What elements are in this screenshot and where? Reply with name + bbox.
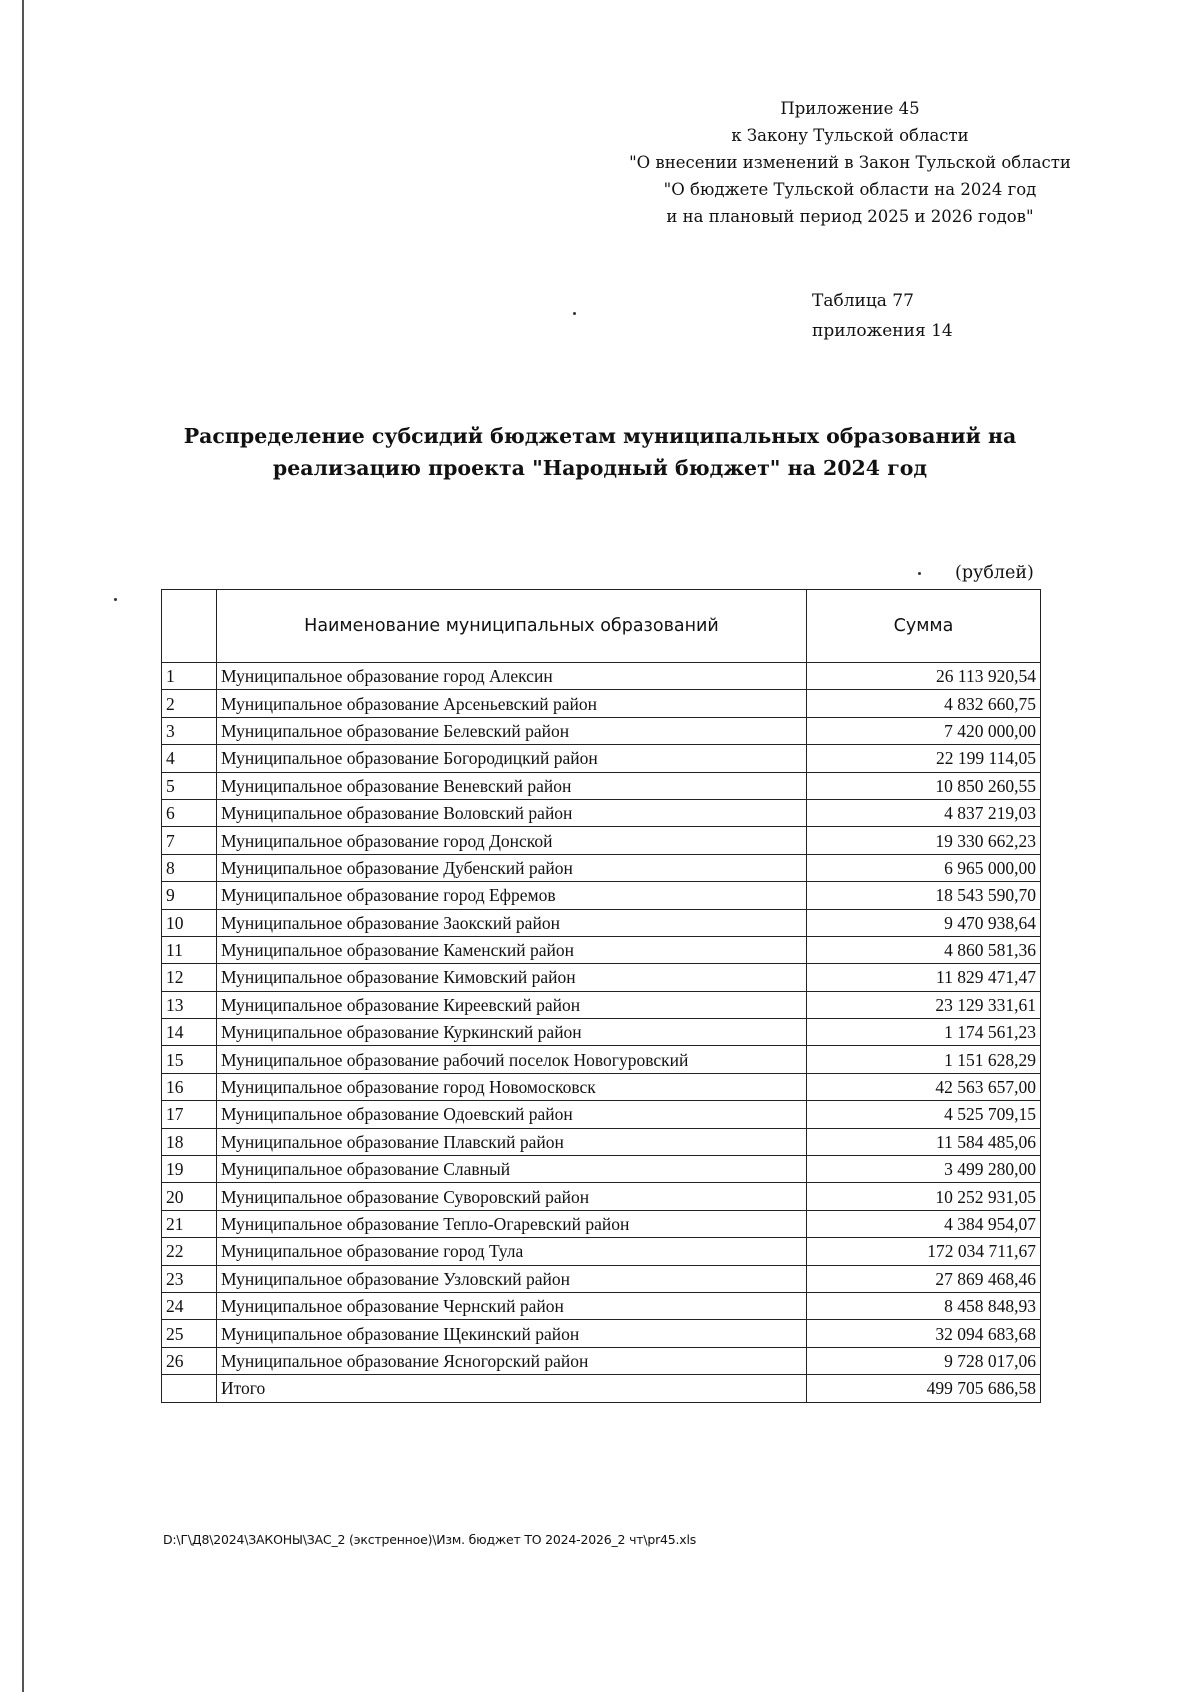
column-header-sum: Сумма — [807, 590, 1041, 663]
row-name: Муниципальное образование Чернский район — [217, 1292, 807, 1319]
row-sum: 1 151 628,29 — [807, 1046, 1041, 1073]
row-sum: 23 129 331,61 — [807, 991, 1041, 1018]
row-number: 24 — [162, 1292, 217, 1319]
row-name: Муниципальное образование Щекинский район — [217, 1320, 807, 1347]
row-name: Муниципальное образование город Ефремов — [217, 882, 807, 909]
row-name: Муниципальное образование рабочий поселок Новогуровский — [217, 1046, 807, 1073]
header-line: к Закону Тульской области — [731, 126, 969, 145]
table-body — [162, 663, 1041, 1403]
table-row — [162, 854, 1041, 881]
document-title — [150, 420, 1050, 484]
row-name: Муниципальное образование Кимовский район — [217, 964, 807, 991]
header-line: "О внесении изменений в Закон Тульской области — [629, 153, 1071, 172]
row-name: Муниципальное образование Веневский район — [217, 772, 807, 799]
row-sum: 18 543 590,70 — [807, 882, 1041, 909]
row-number: 14 — [162, 1019, 217, 1046]
header-line: Приложение 45 — [780, 99, 920, 118]
row-sum: 11 829 471,47 — [807, 964, 1041, 991]
table-row — [162, 909, 1041, 936]
table-row — [162, 745, 1041, 772]
row-number: 5 — [162, 772, 217, 799]
table-row — [162, 1238, 1041, 1265]
column-header-number — [162, 590, 217, 663]
row-name: Муниципальное образование Заокский район — [217, 909, 807, 936]
table-header-row — [162, 590, 1041, 663]
column-header-name: Наименование муниципальных образований — [217, 590, 807, 663]
row-sum: 32 094 683,68 — [807, 1320, 1041, 1347]
row-name: Муниципальное образование Киреевский район — [217, 991, 807, 1018]
table-ref-line: приложения 14 — [812, 321, 953, 341]
row-sum: 8 458 848,93 — [807, 1292, 1041, 1319]
page-margin-line — [22, 0, 24, 1692]
subsidy-table — [161, 589, 1041, 1403]
table-ref-line: Таблица 77 — [812, 291, 914, 311]
title-line: реализацию проекта "Народный бюджет" на 2024 год — [272, 456, 928, 480]
row-sum: 42 563 657,00 — [807, 1073, 1041, 1100]
row-sum: 22 199 114,05 — [807, 745, 1041, 772]
table-row — [162, 882, 1041, 909]
row-sum: 6 965 000,00 — [807, 854, 1041, 881]
row-number: 15 — [162, 1046, 217, 1073]
row-number: 23 — [162, 1265, 217, 1292]
table-row — [162, 936, 1041, 963]
row-number: 17 — [162, 1101, 217, 1128]
table-row — [162, 1046, 1041, 1073]
row-name: Муниципальное образование город Донской — [217, 827, 807, 854]
row-sum: 9 728 017,06 — [807, 1347, 1041, 1374]
header-line: "О бюджете Тульской области на 2024 год — [663, 180, 1037, 199]
table-row — [162, 1292, 1041, 1319]
total-name: Итого — [217, 1375, 807, 1402]
row-name: Муниципальное образование Славный — [217, 1156, 807, 1183]
row-number: 16 — [162, 1073, 217, 1100]
row-sum: 4 837 219,03 — [807, 799, 1041, 826]
title-line: Распределение субсидий бюджетам муниципальных образований на — [183, 424, 1017, 448]
table-row — [162, 1128, 1041, 1155]
row-number: 9 — [162, 882, 217, 909]
row-number: 18 — [162, 1128, 217, 1155]
scan-speck — [918, 572, 921, 575]
table-row — [162, 1073, 1041, 1100]
row-name: Муниципальное образование Воловский район — [217, 799, 807, 826]
table-row — [162, 827, 1041, 854]
table-row — [162, 799, 1041, 826]
table-row — [162, 1183, 1041, 1210]
row-number: 2 — [162, 690, 217, 717]
table-row — [162, 690, 1041, 717]
table-total-row — [162, 1375, 1041, 1402]
row-name: Муниципальное образование город Алексин — [217, 663, 807, 690]
units-label: (рублей) — [955, 563, 1034, 583]
row-sum: 4 384 954,07 — [807, 1210, 1041, 1237]
row-sum: 27 869 468,46 — [807, 1265, 1041, 1292]
table-row — [162, 1019, 1041, 1046]
row-number: 1 — [162, 663, 217, 690]
row-number: 3 — [162, 717, 217, 744]
scan-speck — [114, 598, 117, 601]
row-name: Муниципальное образование Одоевский район — [217, 1101, 807, 1128]
row-number: 19 — [162, 1156, 217, 1183]
row-name: Муниципальное образование Плавский район — [217, 1128, 807, 1155]
table-row — [162, 964, 1041, 991]
row-name: Муниципальное образование Богородицкий район — [217, 745, 807, 772]
row-name: Муниципальное образование Узловский район — [217, 1265, 807, 1292]
table-row — [162, 991, 1041, 1018]
header-line: и на плановый период 2025 и 2026 годов" — [666, 207, 1034, 226]
row-sum: 172 034 711,67 — [807, 1238, 1041, 1265]
row-name: Муниципальное образование Тепло-Огаревский район — [217, 1210, 807, 1237]
table-row — [162, 1320, 1041, 1347]
row-number: 21 — [162, 1210, 217, 1237]
row-name: Муниципальное образование город Новомосковск — [217, 1073, 807, 1100]
appendix-header — [600, 95, 1100, 230]
row-number: 12 — [162, 964, 217, 991]
table-row — [162, 663, 1041, 690]
table-reference — [812, 286, 953, 346]
table-row — [162, 1265, 1041, 1292]
row-name: Муниципальное образование Арсеньевский район — [217, 690, 807, 717]
row-name: Муниципальное образование Ясногорский район — [217, 1347, 807, 1374]
row-sum: 4 832 660,75 — [807, 690, 1041, 717]
table-row — [162, 772, 1041, 799]
scan-speck — [573, 312, 576, 315]
row-name: Муниципальное образование Каменский район — [217, 936, 807, 963]
row-name: Муниципальное образование Дубенский район — [217, 854, 807, 881]
row-name: Муниципальное образование город Тула — [217, 1238, 807, 1265]
row-sum: 1 174 561,23 — [807, 1019, 1041, 1046]
total-number — [162, 1375, 217, 1402]
row-sum: 3 499 280,00 — [807, 1156, 1041, 1183]
row-sum: 19 330 662,23 — [807, 827, 1041, 854]
table-row — [162, 1347, 1041, 1374]
row-number: 26 — [162, 1347, 217, 1374]
row-sum: 26 113 920,54 — [807, 663, 1041, 690]
row-sum: 10 850 260,55 — [807, 772, 1041, 799]
table-row — [162, 1156, 1041, 1183]
row-number: 11 — [162, 936, 217, 963]
row-name: Муниципальное образование Суворовский район — [217, 1183, 807, 1210]
row-number: 4 — [162, 745, 217, 772]
row-sum: 7 420 000,00 — [807, 717, 1041, 744]
table-row — [162, 717, 1041, 744]
row-name: Муниципальное образование Куркинский район — [217, 1019, 807, 1046]
row-number: 7 — [162, 827, 217, 854]
table-row — [162, 1210, 1041, 1237]
row-name: Муниципальное образование Белевский район — [217, 717, 807, 744]
total-sum: 499 705 686,58 — [807, 1375, 1041, 1402]
row-number: 10 — [162, 909, 217, 936]
table-row — [162, 1101, 1041, 1128]
row-sum: 9 470 938,64 — [807, 909, 1041, 936]
row-number: 20 — [162, 1183, 217, 1210]
row-sum: 11 584 485,06 — [807, 1128, 1041, 1155]
row-sum: 4 525 709,15 — [807, 1101, 1041, 1128]
row-number: 8 — [162, 854, 217, 881]
row-sum: 10 252 931,05 — [807, 1183, 1041, 1210]
row-sum: 4 860 581,36 — [807, 936, 1041, 963]
row-number: 6 — [162, 799, 217, 826]
row-number: 13 — [162, 991, 217, 1018]
row-number: 22 — [162, 1238, 217, 1265]
file-path-footer: D:\Г\Д8\2024\ЗАКОНЫ\ЗАС_2 (экстренное)\Изм. бюджет ТО 2024-2026_2 чт\pr45.xls — [163, 1532, 697, 1547]
row-number: 25 — [162, 1320, 217, 1347]
